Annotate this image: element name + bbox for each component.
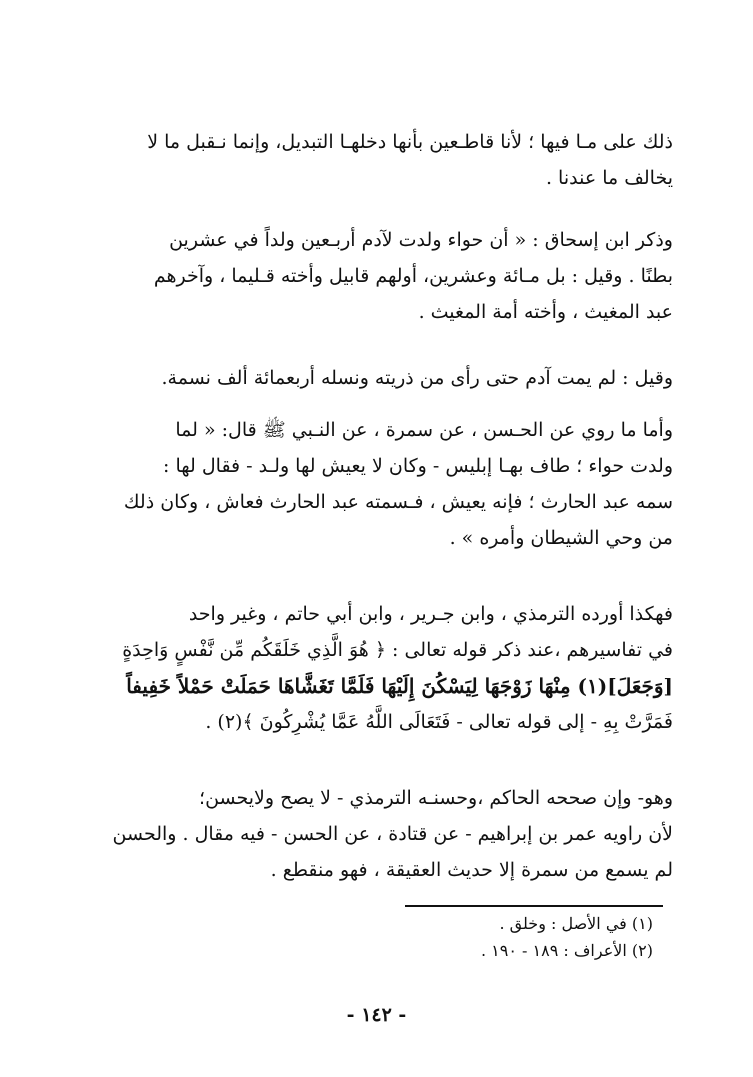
- text-line: ولدت حواء ؛ طاف بهـا إبليس - وكان لا يعيش لها ولـد - فقال لها :: [163, 455, 673, 477]
- footnote-1: (١) في الأصل : وخلق .: [499, 914, 653, 933]
- text-line: فهكذا أورده الترمذي ، وابن جـرير ، وابن أبي حاتم ، وغير واحد: [188, 603, 673, 625]
- text-line: عبد المغيث ، وأخته أمة المغيث .: [418, 301, 673, 323]
- paragraph-6: [73, 780, 673, 888]
- text-line: في تفاسيرهم ،عند ذكر قوله تعالى : ﴿ هُوَ الَّذِي خَلَقَكُم مِّن نَّفْسٍ وَاحِدَةٍ: [122, 639, 673, 661]
- text-line: سمه عبد الحارث ؛ فإنه يعيش ، فـسمته عبد الحارث فعاش ، وكان ذلك: [123, 491, 673, 513]
- paragraph-4: [73, 412, 673, 556]
- page-number: - ١٤٢ -: [346, 1004, 407, 1026]
- text-line: بطنًا . وقيل : بل مـائة وعشرين، أولهم قابيل وأخته قـليما ، وآخرهم: [153, 265, 673, 287]
- text-line: وذكر ابن إسحاق : « أن حواء ولدت لآدم أربـعين ولداً في عشرين: [169, 229, 673, 251]
- text-line: لأن راويه عمر بن إبراهيم - عن قتادة ، عن الحسن - فيه مقال . والحسن: [112, 823, 673, 845]
- footnote-2: (٢) الأعراف : ١٨٩ - ١٩٠ .: [480, 941, 653, 960]
- footnote-divider: [405, 905, 663, 907]
- text-line: يخالف ما عندنا .: [545, 167, 673, 189]
- text-line: وهو- وإن صححه الحاكم ،وحسنـه الترمذي - لا يصح ولايحسن؛: [199, 787, 673, 809]
- text-line: فَمَرَّتْ بِهِ - إلى قوله تعالى - فَتَعَالَى اللَّهُ عَمَّا يُشْرِكُونَ ﴾(٢) .: [205, 711, 673, 733]
- text-line: وأما ما روي عن الحـسن ، عن سمرة ، عن النـبي ﷺ قال: « لما: [175, 419, 673, 441]
- paragraph-1: [73, 124, 673, 196]
- text-line: من وحي الشيطان وأمره » .: [449, 527, 673, 549]
- paragraph-2: [73, 222, 673, 330]
- text-line: وقيل : لم يمت آدم حتى رأى من ذريته ونسله أربعمائة ألف نسمة.: [161, 367, 673, 389]
- paragraph-5: [73, 596, 673, 740]
- paragraph-3: [73, 360, 673, 396]
- quran-verse-line: [وَجَعَلَ](١) مِنْهَا زَوْجَهَا لِيَسْكُنَ إِلَيْهَا فَلَمَّا تَغَشَّاهَا حَمَلَتْ حَمْلاً خَفِيفاً: [126, 674, 673, 698]
- text-line: لم يسمع من سمرة إلا حديث العقيقة ، فهو منقطع .: [270, 859, 673, 881]
- text-line: ذلك على مـا فيها ؛ لأنا قاطـعين بأنها دخلهـا التبديل، وإنما نـقبل ما لا: [147, 131, 673, 153]
- footnotes: [93, 910, 653, 964]
